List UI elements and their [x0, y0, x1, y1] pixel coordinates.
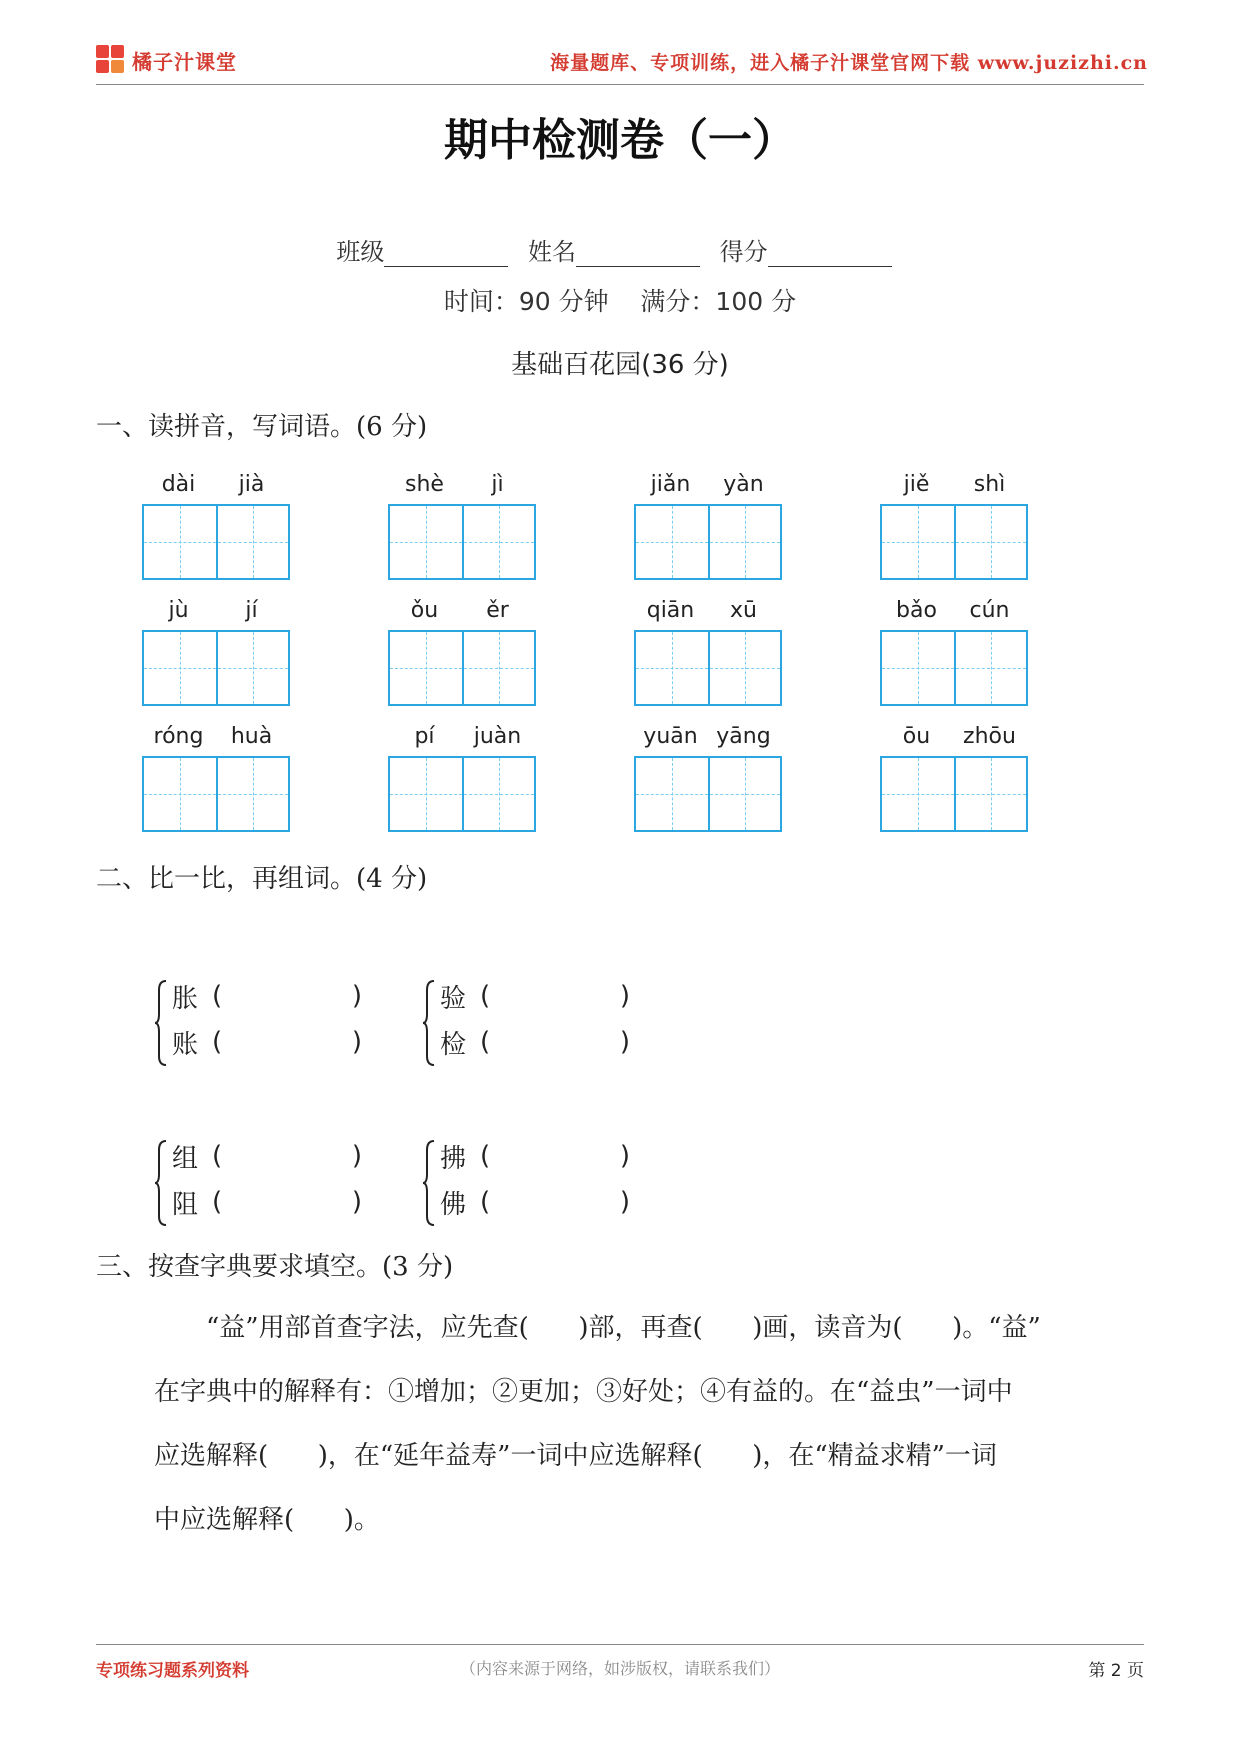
- tian-zi-ge-square[interactable]: [708, 758, 780, 830]
- brace-icon: [154, 1140, 168, 1226]
- header-divider: [96, 84, 1144, 85]
- word-line: [172, 1182, 362, 1222]
- writing-grid[interactable]: [880, 756, 1028, 832]
- pinyin-syllable: jì: [491, 472, 504, 497]
- pinyin-syllable: jiǎn: [650, 472, 691, 497]
- tian-zi-ge-square[interactable]: [462, 632, 534, 704]
- writing-grid[interactable]: [634, 630, 782, 706]
- pinyin-syllable: dài: [161, 472, 196, 497]
- name-blank[interactable]: [576, 240, 700, 267]
- tian-zi-ge-square[interactable]: [954, 506, 1026, 578]
- pinyin-syllable: cún: [969, 598, 1010, 623]
- answer-blank[interactable]: [212, 1027, 362, 1057]
- question-3-line: 应选解释( )，在“延年益寿”一词中应选解释( )，在“精益求精”一词: [154, 1441, 997, 1471]
- question-3-heading: 三、按查字典要求填空。(3 分): [96, 1252, 454, 1282]
- pinyin-item: [388, 724, 534, 754]
- pinyin-item: [388, 598, 534, 628]
- open-paren: (: [212, 981, 223, 1011]
- footer-divider: [96, 1644, 1144, 1645]
- character: 拂: [440, 1143, 467, 1174]
- section-title: 基础百花园(36 分): [511, 350, 729, 380]
- answer-blank[interactable]: [480, 1187, 630, 1217]
- writing-grid[interactable]: [388, 504, 536, 580]
- brace-icon: [422, 1140, 436, 1226]
- word-pair: [154, 976, 362, 1072]
- question-3-line: “益”用部首查字法，应先查( )部，再查( )画，读音为( )。“益”: [206, 1313, 1041, 1343]
- page-title: 期中检测卷（一）: [444, 115, 796, 166]
- character: 阻: [172, 1189, 199, 1220]
- tian-zi-ge-square[interactable]: [636, 632, 708, 704]
- answer-blank[interactable]: [480, 981, 630, 1011]
- pinyin-syllable: yāng: [716, 724, 771, 749]
- writing-grid[interactable]: [634, 756, 782, 832]
- tian-zi-ge-square[interactable]: [390, 506, 462, 578]
- word-line: [440, 1136, 630, 1176]
- question-1-heading: 一、读拼音，写词语。(6 分): [96, 412, 428, 442]
- open-paren: (: [480, 981, 491, 1011]
- pinyin-syllable: shì: [973, 472, 1006, 497]
- pinyin-item: [634, 598, 780, 628]
- tian-zi-ge-square[interactable]: [882, 506, 954, 578]
- pinyin-syllable: juàn: [473, 724, 522, 749]
- tian-zi-ge-square[interactable]: [462, 758, 534, 830]
- pinyin-syllable: jí: [245, 598, 258, 623]
- word-pair: [154, 1136, 362, 1232]
- brand-name: 橘子汁课堂: [132, 49, 237, 74]
- pinyin-syllable: huà: [230, 724, 273, 749]
- open-paren: (: [480, 1187, 491, 1217]
- pinyin-item: [880, 598, 1026, 628]
- pinyin-item: [142, 598, 288, 628]
- writing-grid[interactable]: [142, 504, 290, 580]
- close-paren: ): [619, 1141, 630, 1171]
- tian-zi-ge-square[interactable]: [708, 632, 780, 704]
- pinyin-item: [388, 472, 534, 502]
- pinyin-syllable: yàn: [723, 472, 764, 497]
- writing-grid[interactable]: [388, 630, 536, 706]
- question-3-text: [154, 1296, 1144, 1552]
- close-paren: ): [619, 1187, 630, 1217]
- character: 佛: [440, 1189, 467, 1220]
- close-paren: ): [351, 1187, 362, 1217]
- close-paren: ): [351, 1141, 362, 1171]
- pinyin-syllable: zhōu: [963, 724, 1016, 749]
- tian-zi-ge-square[interactable]: [390, 758, 462, 830]
- tian-zi-ge-square[interactable]: [882, 758, 954, 830]
- footer-copyright: （内容来源于网络，如涉版权，请联系我们）: [459, 1659, 780, 1678]
- tian-zi-ge-square[interactable]: [390, 632, 462, 704]
- tian-zi-ge-square[interactable]: [216, 758, 288, 830]
- pinyin-syllable: ōu: [902, 724, 931, 749]
- character: 组: [172, 1143, 199, 1174]
- page-number: 第 2 页: [1088, 1661, 1144, 1681]
- open-paren: (: [212, 1141, 223, 1171]
- class-label: 班级: [336, 238, 385, 266]
- tian-zi-ge-square[interactable]: [636, 758, 708, 830]
- word-line: [440, 976, 630, 1016]
- question-2-heading: 二、比一比，再组词。(4 分): [96, 864, 428, 894]
- footer-series: 专项练习题系列资料: [96, 1661, 249, 1681]
- word-pair: [422, 976, 630, 1072]
- answer-blank[interactable]: [212, 1187, 362, 1217]
- word-line: [440, 1182, 630, 1222]
- score-blank[interactable]: [768, 240, 892, 267]
- brace-icon: [154, 980, 168, 1066]
- pinyin-syllable: yuān: [643, 724, 698, 749]
- close-paren: ): [619, 981, 630, 1011]
- writing-grid[interactable]: [880, 630, 1028, 706]
- question-3-line: 中应选解释( )。: [154, 1505, 380, 1535]
- word-line: [172, 1022, 362, 1062]
- pinyin-syllable: jià: [238, 472, 265, 497]
- writing-grid[interactable]: [142, 756, 290, 832]
- tian-zi-ge-square[interactable]: [462, 506, 534, 578]
- answer-blank[interactable]: [480, 1141, 630, 1171]
- question-3-line: 在字典中的解释有：①增加；②更加；③好处；④有益的。在“益虫”一词中: [154, 1377, 1013, 1407]
- writing-grid[interactable]: [388, 756, 536, 832]
- writing-grid[interactable]: [634, 504, 782, 580]
- pinyin-item: [634, 472, 780, 502]
- pinyin-syllable: shè: [405, 472, 444, 497]
- writing-grid[interactable]: [142, 630, 290, 706]
- pinyin-syllable: pí: [414, 724, 435, 749]
- pinyin-item: [142, 724, 288, 754]
- tian-zi-ge-square[interactable]: [216, 506, 288, 578]
- pinyin-syllable: róng: [153, 724, 204, 749]
- character: 验: [440, 983, 467, 1014]
- orange-logo-icon: [96, 45, 126, 75]
- answer-blank[interactable]: [480, 1027, 630, 1057]
- open-paren: (: [480, 1027, 491, 1057]
- writing-grid[interactable]: [880, 504, 1028, 580]
- word-line: [440, 1022, 630, 1062]
- pinyin-item: [142, 472, 288, 502]
- pinyin-syllable: ǒu: [410, 598, 439, 623]
- tian-zi-ge-square[interactable]: [954, 758, 1026, 830]
- score-label: 得分: [719, 238, 768, 266]
- student-info: [0, 232, 1240, 267]
- pinyin-syllable: ěr: [486, 598, 509, 623]
- pinyin-syllable: qiān: [646, 598, 695, 623]
- pinyin-item: [880, 472, 1026, 502]
- answer-blank[interactable]: [212, 981, 362, 1011]
- time-score-info: 时间：90 分钟 满分：100 分: [443, 287, 797, 316]
- word-line: [172, 976, 362, 1016]
- tian-zi-ge-square[interactable]: [954, 632, 1026, 704]
- close-paren: ): [619, 1027, 630, 1057]
- close-paren: ): [351, 981, 362, 1011]
- brand-logo: [96, 44, 237, 76]
- tian-zi-ge-square[interactable]: [636, 506, 708, 578]
- word-line: [172, 1136, 362, 1176]
- character: 检: [440, 1029, 467, 1060]
- tian-zi-ge-square[interactable]: [144, 632, 216, 704]
- tian-zi-ge-square[interactable]: [144, 506, 216, 578]
- tian-zi-ge-square[interactable]: [144, 758, 216, 830]
- open-paren: (: [212, 1027, 223, 1057]
- pinyin-syllable: jiě: [903, 472, 930, 497]
- answer-blank[interactable]: [212, 1141, 362, 1171]
- tian-zi-ge-square[interactable]: [216, 632, 288, 704]
- pinyin-syllable: xū: [730, 598, 757, 623]
- open-paren: (: [212, 1187, 223, 1217]
- word-pair: [422, 1136, 630, 1232]
- open-paren: (: [480, 1141, 491, 1171]
- character: 胀: [172, 983, 199, 1014]
- class-blank[interactable]: [384, 240, 508, 267]
- header-slogan: 海量题库、专项训练，进入橘子汁课堂官网下载 www.juzizhi.cn: [550, 52, 1148, 74]
- pinyin-item: [634, 724, 780, 754]
- pinyin-item: [880, 724, 1026, 754]
- tian-zi-ge-square[interactable]: [882, 632, 954, 704]
- character: 账: [172, 1029, 199, 1060]
- brace-icon: [422, 980, 436, 1066]
- name-label: 姓名: [528, 238, 576, 266]
- pinyin-syllable: bǎo: [896, 598, 937, 623]
- pinyin-syllable: jù: [168, 598, 189, 623]
- close-paren: ): [351, 1027, 362, 1057]
- tian-zi-ge-square[interactable]: [708, 506, 780, 578]
